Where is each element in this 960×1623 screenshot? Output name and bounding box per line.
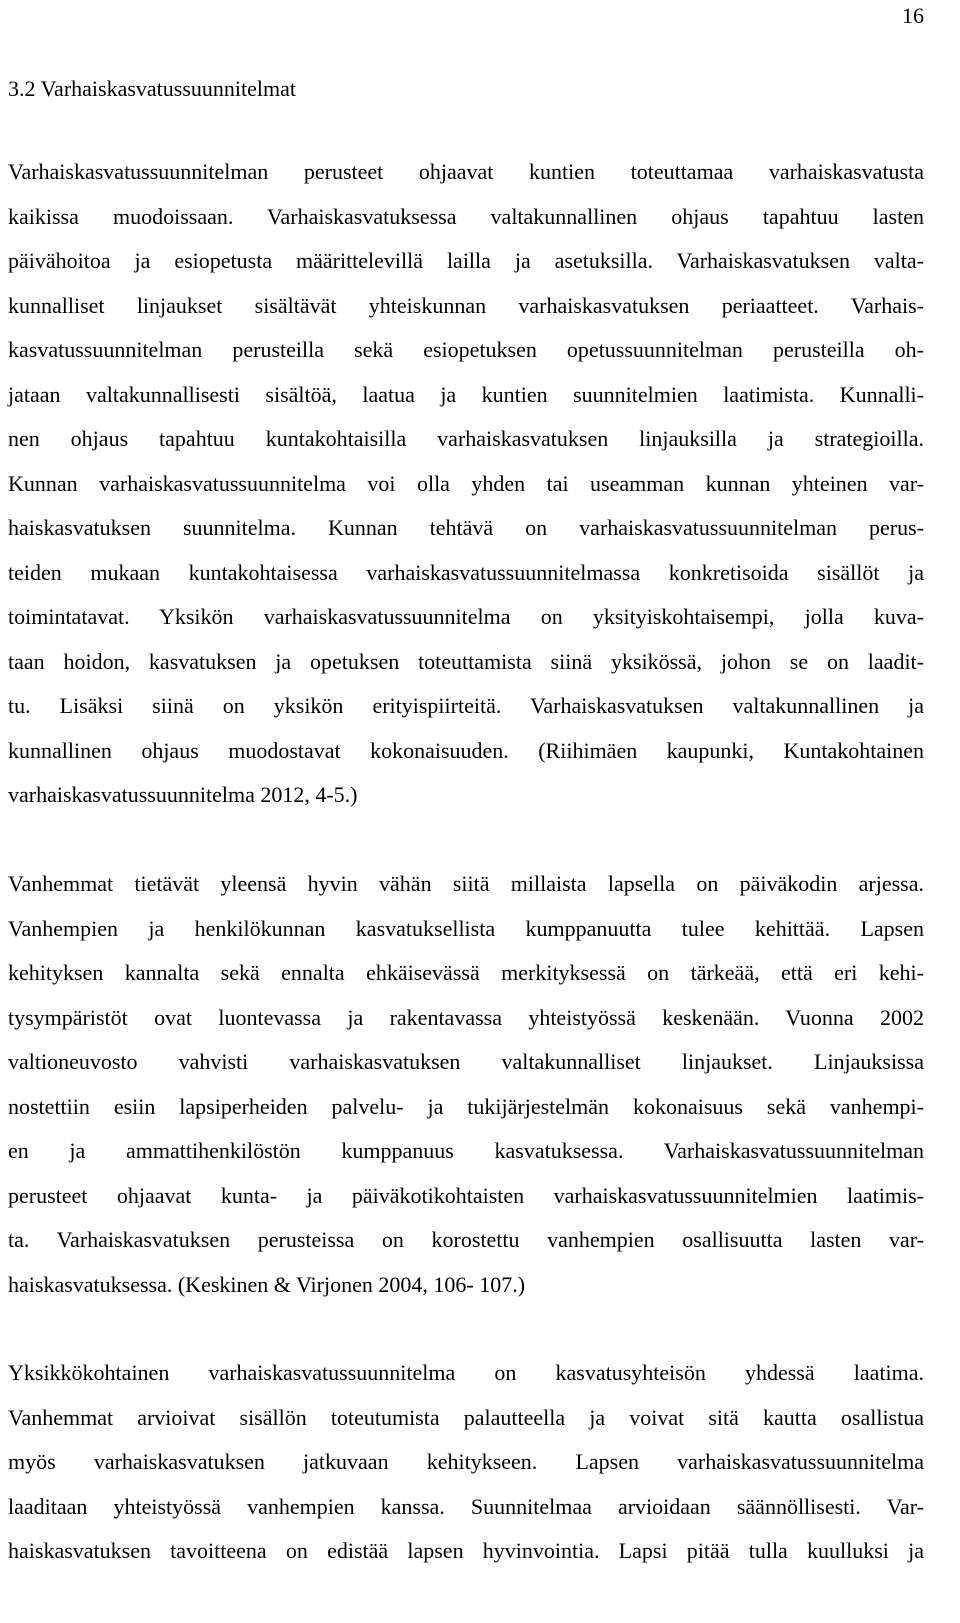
- paragraph-line: Yksikkökohtainen varhaiskasvatussuunnitelma on kasvatusyhteisön yhdessä laatima.: [8, 1360, 924, 1385]
- paragraph-line: Vanhempien ja henkilökunnan kasvatuksellista kumppanuutta tulee kehittää. Lapsen: [8, 915, 924, 941]
- paragraph-line: kehityksen kannalta sekä ennalta ehkäisevässä merkityksessä on tärkeää, että eri kehi-: [8, 960, 924, 985]
- paragraph-line: haiskasvatuksen tavoitteena on edistää lapsen hyvinvointia. Lapsi pitää tulla kuulluksi ja: [8, 1538, 924, 1563]
- paragraph-3: [8, 1359, 924, 1582]
- page-number: 16: [902, 3, 924, 28]
- paragraph-line: myös varhaiskasvatuksen jatkuvaan kehitykseen. Lapsen varhaiskasvatussuunnitelma: [8, 1449, 924, 1474]
- paragraph-1: [8, 158, 924, 826]
- paragraph-line: nen ohjaus tapahtuu kuntakohtaisilla varhaiskasvatuksen linjauksilla ja strategioilla.: [8, 426, 924, 451]
- paragraph-line: teiden mukaan kuntakohtaisessa varhaiskasvatussuunnitelmassa konkretisoida sisällöt ja: [8, 559, 924, 585]
- paragraph-2: [8, 870, 924, 1315]
- paragraph-line: kunnallinen ohjaus muodostavat kokonaisuuden. (Riihimäen kaupunki, Kuntakohtainen: [8, 737, 924, 763]
- paragraph-line: valtioneuvosto vahvisti varhaiskasvatuksen valtakunnalliset linjaukset. Linjauksissa: [8, 1049, 924, 1074]
- paragraph-line: kunnalliset linjaukset sisältävät yhteiskunnan varhaiskasvatuksen periaatteet. Varhais-: [8, 292, 924, 318]
- paragraph-line: tu. Lisäksi siinä on yksikön erityispiirteitä. Varhaiskasvatuksen valtakunnallinen ja: [8, 693, 924, 718]
- paragraph-line: ta. Varhaiskasvatuksen perusteissa on korostettu vanhempien osallisuutta lasten var-: [8, 1227, 924, 1252]
- paragraph-line: toimintatavat. Yksikön varhaiskasvatussuunnitelma on yksityiskohtaisempi, jolla kuva-: [8, 604, 924, 629]
- paragraph-line: jataan valtakunnallisesti sisältöä, laatua ja kuntien suunnitelmien laatimista. Kunnalli-: [8, 381, 924, 407]
- paragraph-line: perusteet ohjaavat kunta- ja päiväkotikohtaisten varhaiskasvatussuunnitelmien laatimis-: [8, 1182, 924, 1208]
- paragraph-line: varhaiskasvatussuunnitelma 2012, 4-5.): [8, 782, 358, 807]
- paragraph-line: tysympäristöt ovat luontevassa ja rakentavassa yhteistyössä keskenään. Vuonna 2002: [8, 1004, 924, 1030]
- paragraph-line: päivähoitoa ja esiopetusta määrittelevillä lailla ja asetuksilla. Varhaiskasvatuksen valta-: [8, 248, 924, 273]
- paragraph-line: kasvatussuunnitelman perusteilla sekä esiopetuksen opetussuunnitelman perusteilla oh-: [8, 337, 924, 362]
- paragraph-line: Kunnan varhaiskasvatussuunnitelma voi olla yhden tai useamman kunnan yhteinen var-: [8, 470, 924, 496]
- paragraph-line: kaikissa muodoissaan. Varhaiskasvatuksessa valtakunnallinen ohjaus tapahtuu lasten: [8, 203, 924, 229]
- paragraph-line: haiskasvatuksen suunnitelma. Kunnan tehtävä on varhaiskasvatussuunnitelman perus-: [8, 515, 924, 540]
- paragraph-line: haiskasvatuksessa. (Keskinen & Virjonen 2004, 106- 107.): [8, 1271, 526, 1297]
- section-heading: 3.2 Varhaiskasvatussuunnitelmat: [8, 76, 296, 101]
- paragraph-line: nostettiin esiin lapsiperheiden palvelu- ja tukijärjestelmän kokonaisuus sekä vanhempi-: [8, 1093, 924, 1119]
- paragraph-line: Varhaiskasvatussuunnitelman perusteet ohjaavat kuntien toteuttamaa varhaiskasvatusta: [8, 159, 924, 184]
- paragraph-line: en ja ammattihenkilöstön kumppanuus kasvatuksessa. Varhaiskasvatussuunnitelman: [8, 1138, 924, 1163]
- paragraph-line: Vanhemmat tietävät yleensä hyvin vähän siitä millaista lapsella on päiväkodin arjessa.: [8, 871, 924, 896]
- paragraph-line: Vanhemmat arvioivat sisällön toteutumista palautteella ja voivat sitä kautta osallistua: [8, 1404, 924, 1430]
- paragraph-line: taan hoidon, kasvatuksen ja opetuksen toteuttamista siinä yksikössä, johon se on laadit-: [8, 648, 924, 674]
- paragraph-line: laaditaan yhteistyössä vanhempien kanssa. Suunnitelmaa arvioidaan säännöllisesti. Var-: [8, 1493, 924, 1519]
